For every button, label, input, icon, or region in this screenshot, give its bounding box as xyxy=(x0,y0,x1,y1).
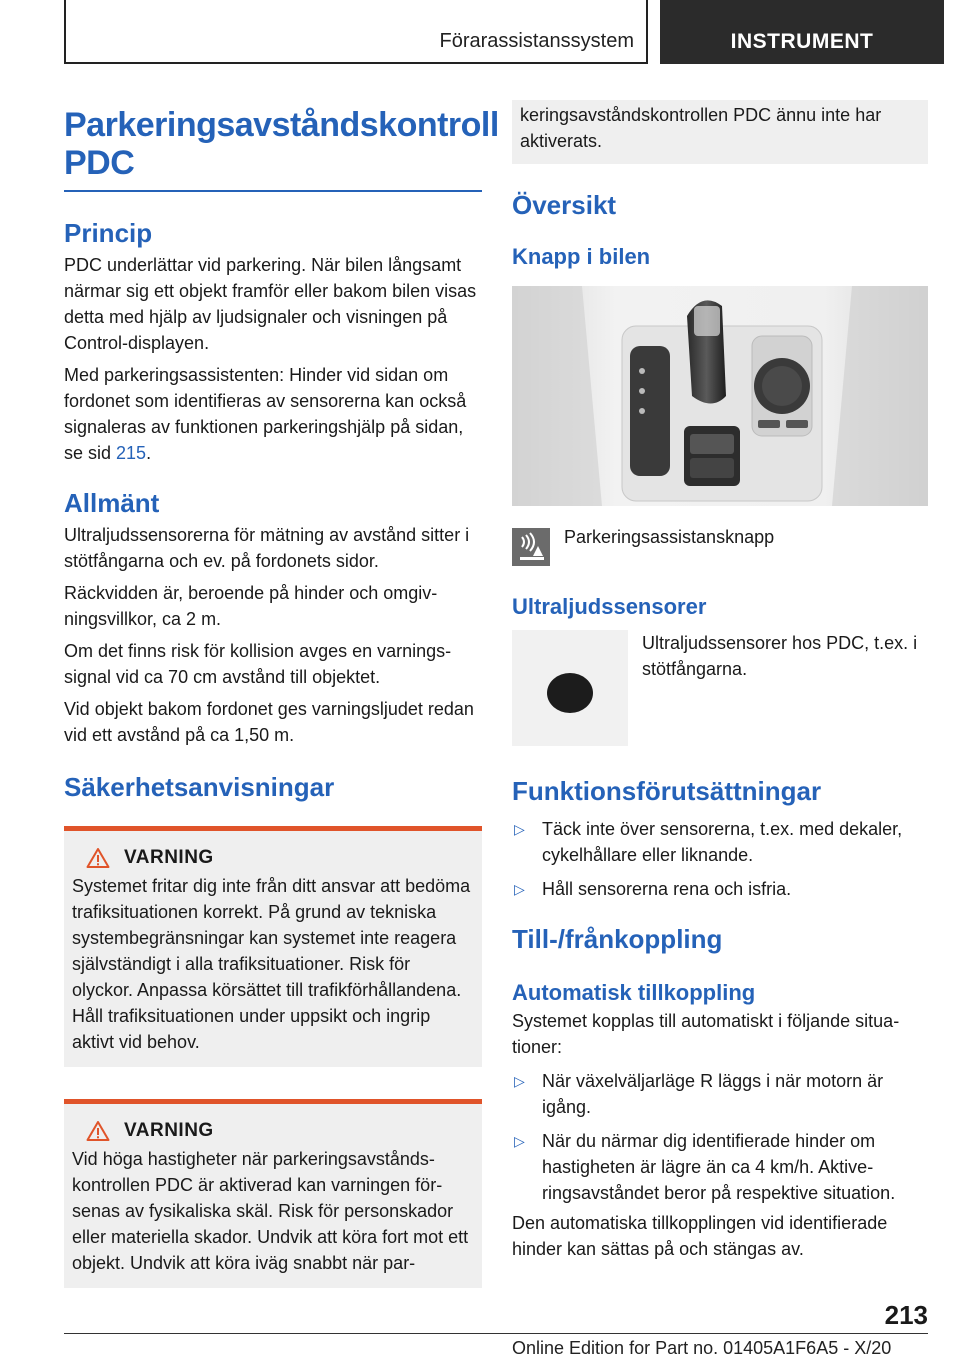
page-title: Parkeringsavståndskontroll PDC xyxy=(64,106,499,182)
sakerhet-heading: Säkerhetsanvisningar xyxy=(64,772,335,802)
list-item: ▷ När växelväljarläge R läggs i när motorn är igång. xyxy=(512,1068,928,1120)
princip-heading: Princip xyxy=(64,218,153,248)
princip-text-1: PDC underlättar vid parkering. När bilen långsamt närmar sig ett objekt framför eller bakom bilen visas detta med hjälp av ljudsignaler och visningen på Control-displayen. xyxy=(64,255,477,353)
warning-continuation xyxy=(512,100,928,164)
warning-continuation-text: keringsavståndskontrollen PDC ännu inte har aktiverats. xyxy=(520,105,882,151)
warning-box-1 xyxy=(64,826,482,1067)
auto-list xyxy=(512,1068,928,1206)
triangle-bullet-icon: ▷ xyxy=(514,1133,525,1149)
footer-divider xyxy=(64,1333,928,1334)
warning-text-1: Systemet fritar dig inte från ditt ansvar att bedöma trafiksituationen korrekt. På grund av tekniska systembegränsningar kan systemet inte reagera självständigt i alla trafiksituationer. Risk för olyckor. Anpassa körsättet till trafikförhållandena. Håll trafiksituationen under uppsikt och ingrip aktivt vid behov. xyxy=(72,876,471,1052)
sensor-image xyxy=(512,630,628,746)
triangle-bullet-icon: ▷ xyxy=(514,1073,525,1089)
list-item: ▷ Håll sensorerna rena och isfria. xyxy=(512,876,928,902)
allmant-text-2: Räckvidden är, beroende på hinder och omgivningsvillkor, ca 2 m. xyxy=(64,583,438,629)
allmant-text-1: Ultraljudssensorerna för mätning av avstånd sitter i stötfångarna och ev. på fordonets sidor. xyxy=(64,525,470,571)
footer-edition: Online Edition for Part no. 01405A1F6A5 - X/20 xyxy=(512,1338,892,1358)
page-number: 213 xyxy=(884,1300,928,1330)
chapter-tab-label: INSTRUMENT xyxy=(730,30,874,53)
sensor-section xyxy=(512,630,928,746)
ultraljud-text: Ultraljudssensorer hos PDC, t.ex. i stötfångarna. xyxy=(642,633,918,679)
oversikt-heading: Översikt xyxy=(512,190,617,220)
warning-triangle-icon xyxy=(86,847,110,869)
warning-title-1: VARNING xyxy=(124,847,214,868)
sensor-dot-icon xyxy=(547,673,593,713)
funktion-heading: Funktionsförutsättningar xyxy=(512,776,822,806)
auto-end-text: Den automatiska tillkopplingen vid identifierade hinder kan sättas på och stängas av. xyxy=(512,1213,888,1259)
section-box xyxy=(64,0,648,64)
till-heading: Till-/frånkoppling xyxy=(512,924,723,954)
knapp-heading: Knapp i bilen xyxy=(512,244,651,269)
center-console-illustration xyxy=(512,286,928,506)
photo-caption xyxy=(512,524,928,566)
section-title: Förarassistanssystem xyxy=(439,30,634,52)
list-item: ▷ Täck inte över sensorerna, t.ex. med dekaler, cykelhållare eller liknande. xyxy=(512,816,928,868)
warning-box-2 xyxy=(64,1099,482,1288)
warning-triangle-icon xyxy=(86,1120,110,1142)
triangle-bullet-icon: ▷ xyxy=(514,881,525,897)
warning-title-2: VARNING xyxy=(124,1120,214,1141)
princip-text-2: Med parkeringsassistenten: Hinder vid sidan om fordonet som identifieras av sensorerna kan också signaleras av funktionen parkeringshjälp på sidan, se sid 215. xyxy=(64,365,467,463)
triangle-bullet-icon: ▷ xyxy=(514,821,525,837)
ultraljud-heading: Ultraljudssensorer xyxy=(512,594,707,619)
auto-heading: Automatisk tillkoppling xyxy=(512,980,756,1005)
page-header xyxy=(0,0,960,66)
allmant-text-4: Vid objekt bakom fordonet ges varningsljudet redan vid ett avstånd på ca 1,50 m. xyxy=(64,699,474,745)
photo-caption-text: Parkeringsassistansknapp xyxy=(564,527,775,547)
warning-text-2: Vid höga hastigheter när parkeringsavståndskontrollen PDC är aktiverad kan varningen försenas av fysikaliska skäl. Risk för personskador eller materiella skador. Undvik att köra fort mot ett objekt. Undvik att köra iväg snabbt när par- xyxy=(72,1149,469,1273)
parking-assistant-icon xyxy=(512,528,550,566)
funktion-list xyxy=(512,816,928,902)
page-link-215[interactable]: 215 xyxy=(116,443,147,463)
auto-text: Systemet kopplas till automatiskt i följande situationer: xyxy=(512,1011,900,1057)
center-console-photo xyxy=(512,286,928,506)
list-item: ▷ När du närmar dig identifierade hinder om hastigheten är lägre än ca 4 km/h. Aktiveringsavståndet beror på respektive situation. xyxy=(512,1128,928,1206)
allmant-heading: Allmänt xyxy=(64,488,160,518)
right-column xyxy=(512,100,928,1262)
title-divider xyxy=(64,190,482,192)
left-column xyxy=(64,100,499,1288)
allmant-text-3: Om det finns risk för kollision avges en varningssignal vid ca 70 cm avstånd till objektet. xyxy=(64,641,452,687)
chapter-tab[interactable] xyxy=(660,0,944,64)
